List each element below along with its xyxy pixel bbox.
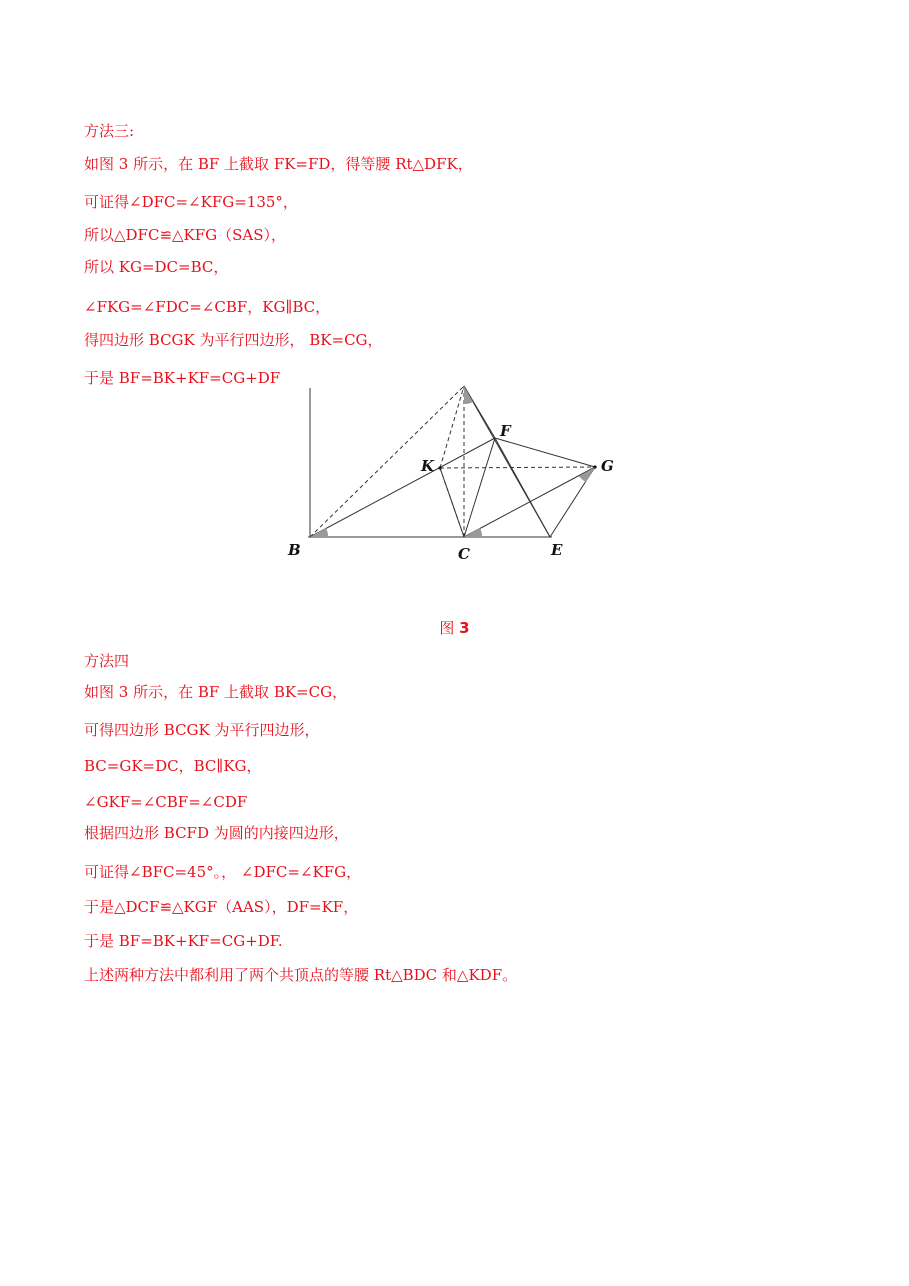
segment-FE [495, 438, 550, 537]
angle-mark-B [310, 528, 328, 537]
method4-line-2: 可得四边形 BCGK 为平行四边形， [84, 721, 320, 739]
method4-heading: 方法四 [84, 652, 130, 670]
label-C: C [458, 545, 470, 563]
segment-FG [495, 438, 595, 467]
angle-mark-D [464, 386, 473, 404]
label-E: E [551, 541, 563, 559]
segment-CF [464, 438, 495, 537]
method3-line-5: ∠FKG=∠FDC=∠CBF，KG∥BC， [84, 298, 331, 316]
method3-line-7: 于是 BF=BK+KF=CG+DF [84, 369, 281, 387]
label-K: K [421, 457, 435, 475]
method3-line-3: 所以△DFC≌△KFG（SAS）， [84, 226, 287, 244]
segment-BF [310, 438, 495, 537]
segment-CG [464, 467, 595, 537]
method3-line-4: 所以 KG=DC=BC， [84, 258, 229, 276]
label-G: G [601, 457, 614, 475]
label-B: B [288, 541, 301, 559]
segment-BD-dashed [310, 386, 464, 537]
method4-line-3: BC=GK=DC，BC∥KG， [84, 757, 262, 775]
method4-line-8: 于是 BF=BK+KF=CG+DF. [84, 932, 283, 950]
caption-prefix: 图 [439, 619, 455, 637]
conclusion-text: 上述两种方法中都利用了两个共顶点的等腰 Rt△BDC 和△KDF。 [84, 966, 518, 984]
method4-line-6: 可证得∠BFC=45°。， ∠DFC=∠KFG， [84, 863, 362, 881]
method3-line-2: 可证得∠DFC=∠KFG=135°， [84, 193, 298, 211]
method4-line-1: 如图 3 所示，在 BF 上截取 BK=CG， [84, 683, 348, 701]
label-F: F [500, 422, 511, 440]
method4-line-7: 于是△DCF≌△KGF（AAS），DF=KF， [84, 898, 359, 916]
point-G [593, 465, 596, 468]
segment-KG-dashed [440, 467, 595, 468]
method3-line-6: 得四边形 BCGK 为平行四边形， BK=CG， [84, 331, 383, 349]
method4-line-5: 根据四边形 BCFD 为圆的内接四边形， [84, 824, 349, 842]
method3-line-1: 如图 3 所示，在 BF 上截取 FK=FD，得等腰 Rt△DFK， [84, 155, 473, 173]
geometry-figure [280, 380, 640, 580]
segment-DF [464, 386, 495, 438]
method4-line-4: ∠GKF=∠CBF=∠CDF [84, 793, 248, 811]
figure-caption [0, 617, 909, 638]
method3-heading: 方法三: [84, 122, 135, 140]
caption-number: 3 [459, 619, 470, 637]
point-K [438, 466, 441, 469]
